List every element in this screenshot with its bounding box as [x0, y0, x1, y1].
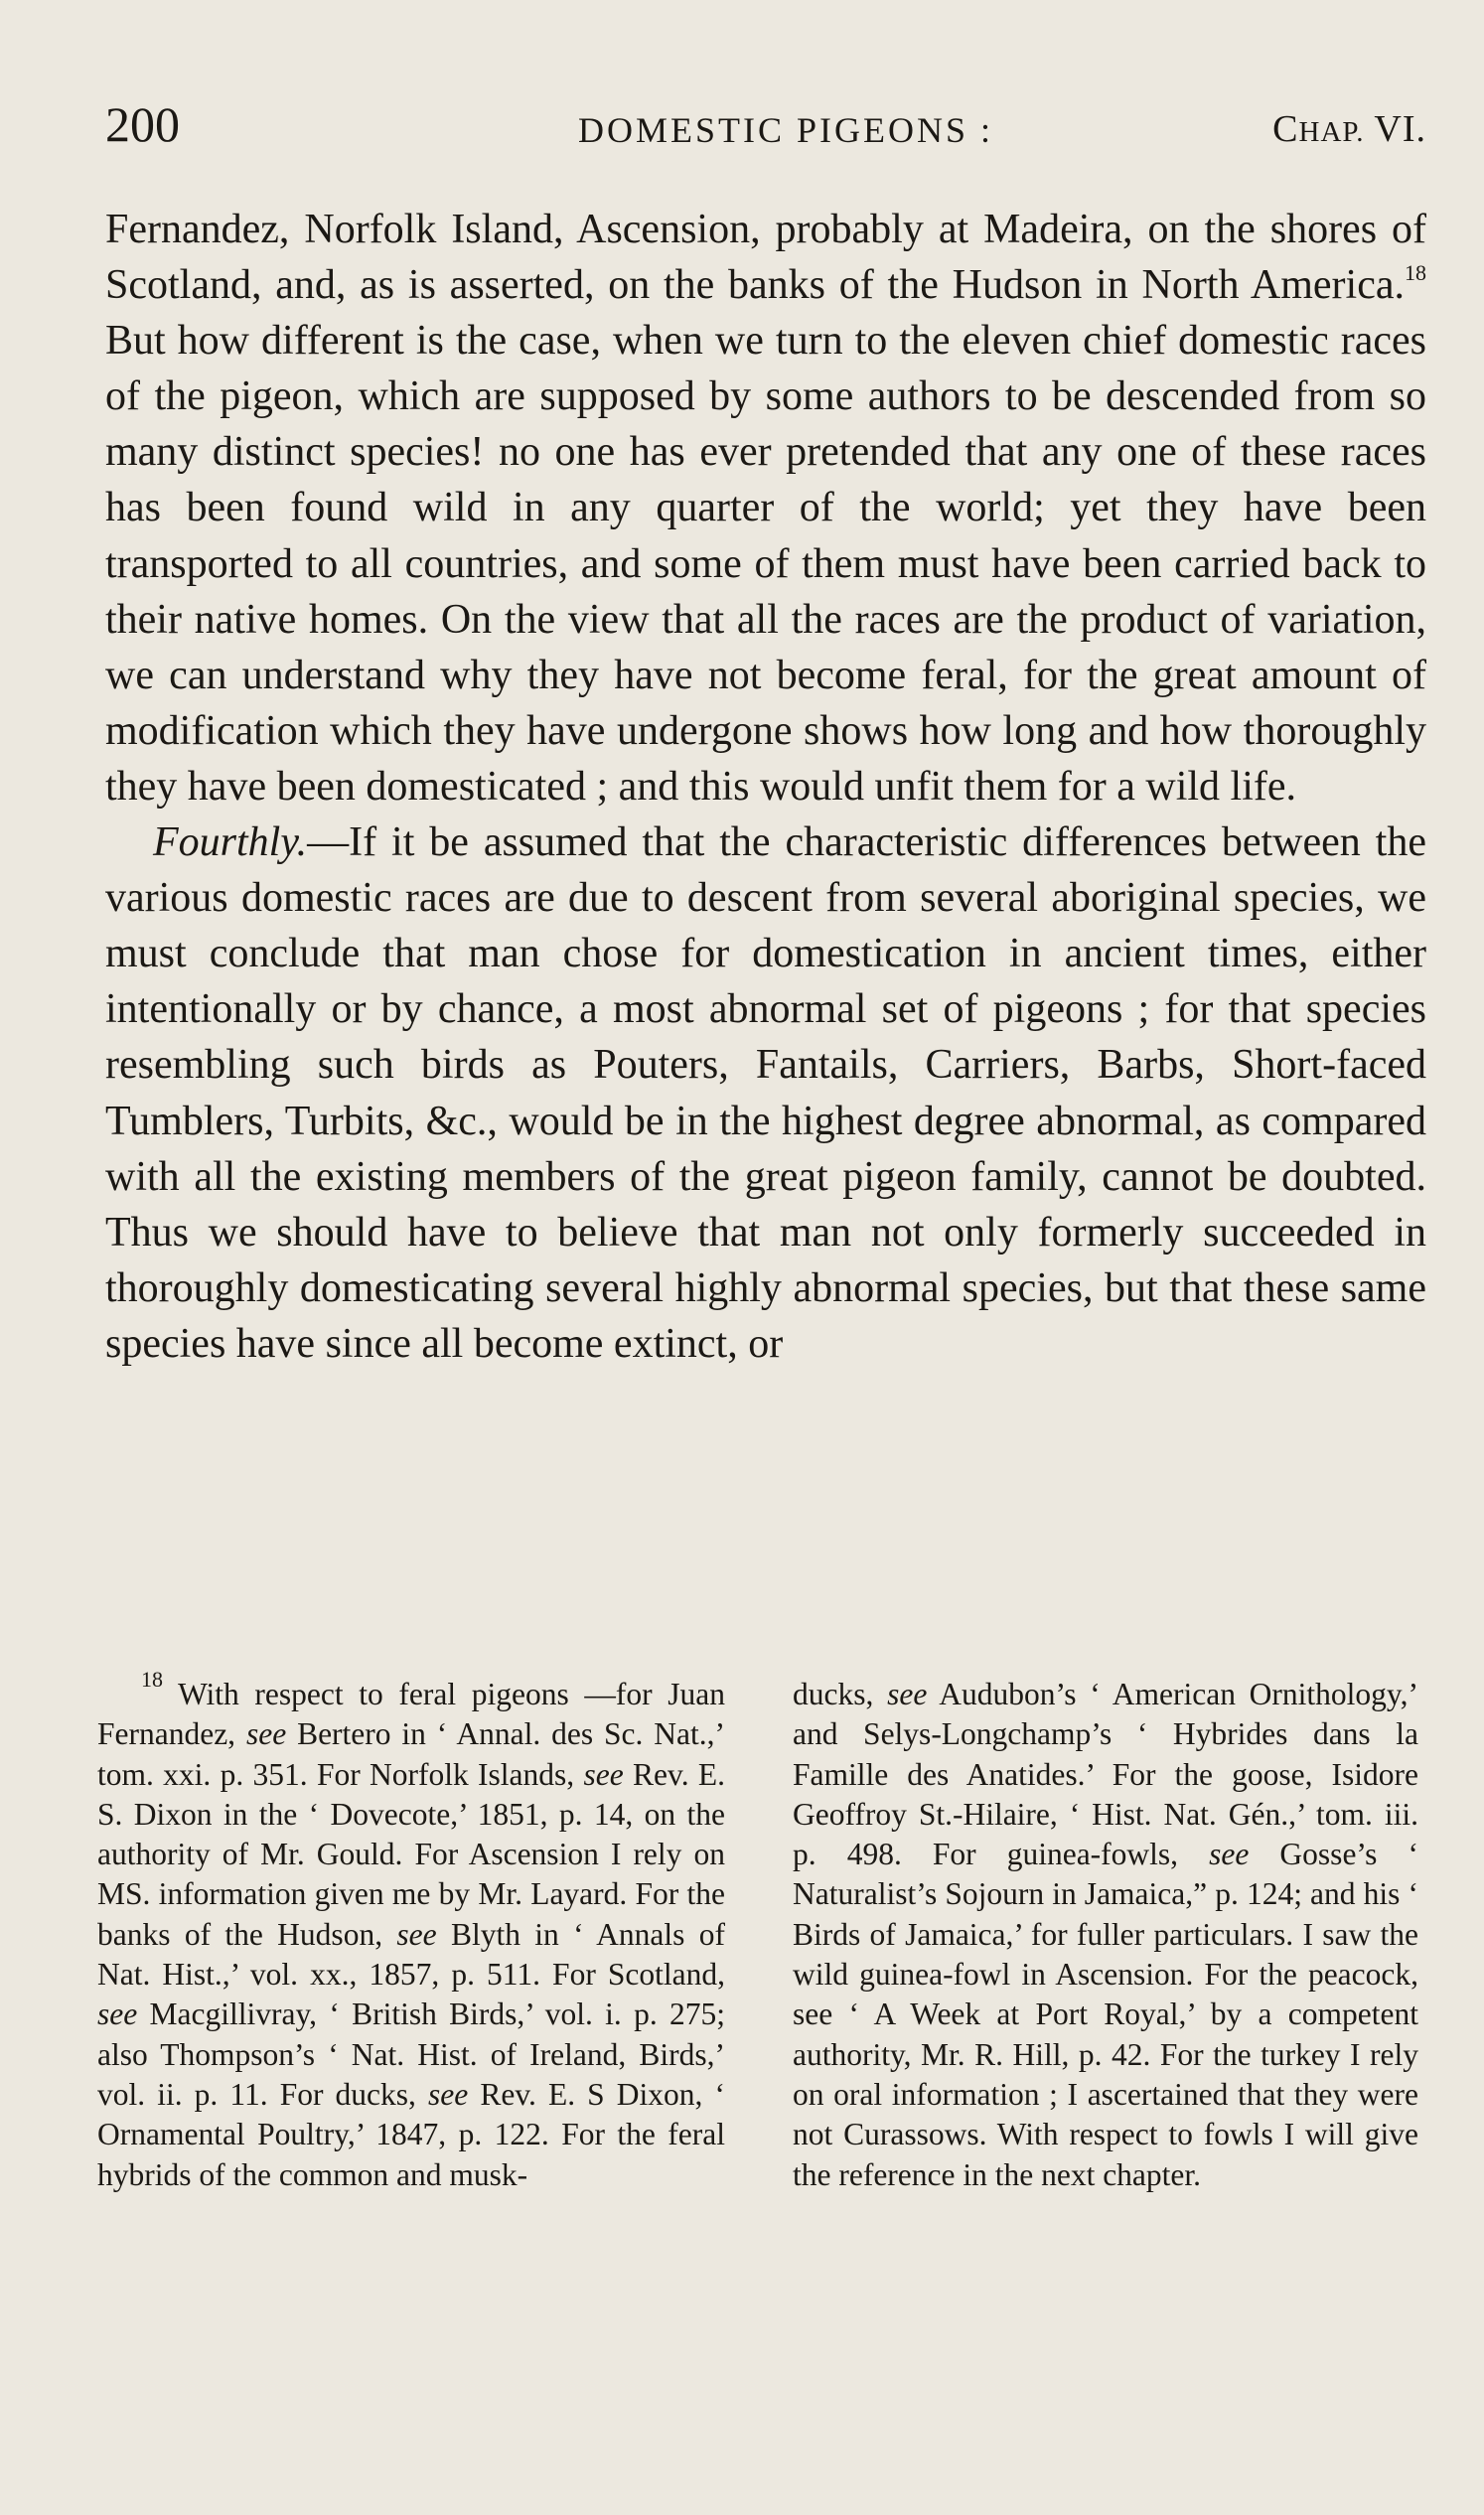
footnote-text: ducks,	[793, 1677, 888, 1711]
paragraph-2-text: —If it be assumed that the characteristic differences between the various domestic races are due to descent from several aboriginal species, we must conclude that man chose for domestication in ancient times, either intentionally or by chance, a most abnormal set of pigeons ; for that species resembling such birds as Pouters, Fantails, Carriers, Barbs, Short-faced Tumblers, Turbits, &c., would be in the highest degree abnormal, as compared with all the existing members of the great pigeon family, cannot be doubted. Thus we should have to believe that man not only formerly succeeded in thoroughly domesticating several highly abnormal species, but that these same species have since all become extinct, or	[105, 819, 1426, 1367]
footnote-see: see	[396, 1916, 437, 1952]
chapter-small-caps: HAP.	[1298, 116, 1365, 148]
main-text	[105, 202, 1426, 1372]
page-header	[105, 95, 1426, 165]
footnote-text: Macgillivray, ‘ British Birds,’ vol. i. p. 275; also Thompson’s ‘ Nat. Hist. of Ireland, Birds,’ vol. ii. p. 11. For ducks,	[97, 1997, 725, 2112]
footnote-reference: 18	[1405, 260, 1426, 286]
footnote-marker: 18	[141, 1667, 163, 1692]
footnote-text: Rev. E. S. Dixon in the ‘ Dovecote,’ 1851, p. 14, on the authority of Mr. Gould. For Ascension I rely on MS. information given me by Mr. Layard. For the banks of the Hudson,	[97, 1756, 726, 1952]
footnote-see: see	[887, 1677, 928, 1711]
footnote-column-left	[97, 1667, 726, 2195]
footnote-see: see	[1209, 1837, 1250, 1872]
footnote-text: Blyth in ‘ Annals of Nat. Hist.,’ vol. xx., 1857, p. 511. For Scotland,	[97, 1916, 725, 1993]
footnote-text: Bertero in ‘ Annal. des Sc. Nat.,’ tom. xxi. p. 351. For Norfolk Islands,	[97, 1716, 726, 1792]
page-number: 200	[105, 96, 180, 152]
paragraph-1	[105, 202, 1426, 814]
paragraph-2	[105, 814, 1426, 1372]
paragraph-2-lead: Fourthly.	[153, 819, 308, 866]
footnote-see: see	[97, 1997, 138, 2032]
footnote-text: Rev. E. S Dixon, ‘ Ornamental Poultry,’ 1847, p. 122. For the feral hybrids of the common and musk-	[97, 2076, 725, 2192]
footnote-see: see	[428, 2076, 469, 2112]
footnote-text: With respect to feral pigeons —for Juan Fernandez,	[97, 1677, 725, 1752]
footnote-18-continued	[793, 1675, 1418, 2195]
footnote-18	[97, 1667, 726, 2195]
footnote-column-right	[793, 1675, 1418, 2195]
chapter-number: VI.	[1374, 108, 1426, 150]
footnotes	[97, 1667, 1418, 2195]
footnote-text: Audubon’s ‘ American Ornithology,’ and Selys-Longchamp’s ‘ Hybrides dans la Famille des Anatides.’ For the goose, Isidore Geoffroy St.-Hilaire, ‘ Hist. Nat. Gén.,’ tom. iii. p. 498. For guinea-fowls,	[793, 1677, 1418, 1872]
paragraph-1-text-b: But how different is the case, when we turn to the eleven chief domestic races of the pigeon, which are supposed by some authors to be descended from so many distinct species! no one has ever pretended that any one of these races has been found wild in any quarter of the world; yet they have been transported to all countries, and some of them must have been carried back to their native homes. On the view that all the races are the product of variation, we can understand why they have not become feral, for the great amount of modification which they have undergone shows how long and how thoroughly they have been domesticated ; and this would unfit them for a wild life.	[105, 318, 1426, 810]
footnote-text: Gosse’s ‘ Naturalist’s Sojourn in Jamaica,” p. 124; and his ‘ Birds of Jamaica,’ for fuller particulars. I saw the wild guinea-fowl in Ascension. For the peacock, see ‘ A Week at Port Royal,’ by a competent authority, Mr. R. Hill, p. 42. For the turkey I rely on oral information ; I ascertained that they were not Curassows. With respect to fowls I will give the reference in the next chapter.	[793, 1837, 1418, 2192]
chapter-cap: C	[1272, 108, 1299, 150]
footnote-see: see	[245, 1716, 287, 1752]
running-title: DOMESTIC PIGEONS :	[577, 110, 994, 150]
footnote-see: see	[583, 1756, 624, 1792]
chapter-label	[1272, 107, 1426, 151]
paragraph-1-text-a: Fernandez, Norfolk Island, Ascension, probably at Madeira, on the shores of Scotland, and, as is asserted, on the banks of the Hudson in North America.	[105, 207, 1426, 309]
